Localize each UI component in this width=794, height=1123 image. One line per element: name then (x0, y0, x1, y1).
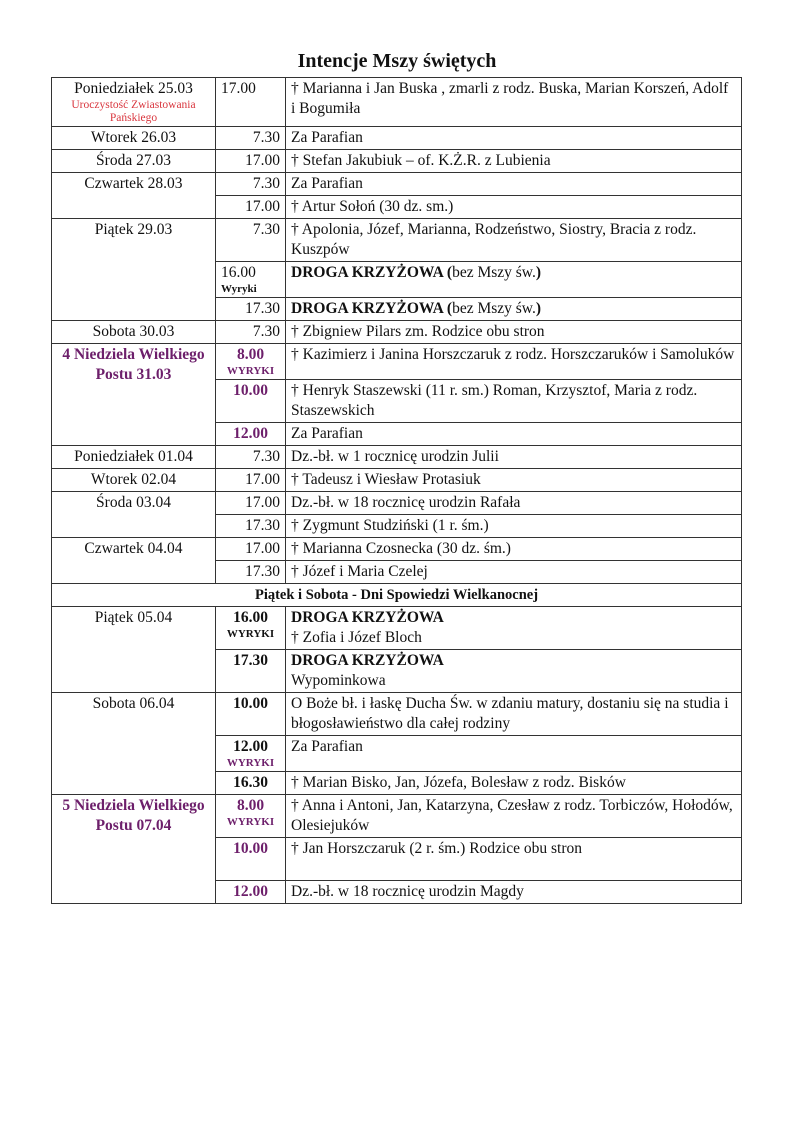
table-row (52, 150, 742, 173)
time-cell: 17.30 (216, 298, 286, 321)
intention-text: † Zofia i Józef Bloch (291, 629, 422, 646)
time-cell: 17.00 (216, 196, 286, 219)
confession-days-banner: Piątek i Sobota - Dni Spowiedzi Wielkanocnej (52, 584, 742, 607)
time-cell: 16.30 (216, 772, 286, 795)
intention-cell: Za Parafian (286, 423, 742, 446)
day-cell: Sobota 30.03 (52, 321, 216, 344)
table-row (52, 693, 742, 736)
time-cell (216, 795, 286, 838)
day-cell: Wtorek 26.03 (52, 127, 216, 150)
table-row (52, 321, 742, 344)
time-value: 12.00 (233, 738, 268, 755)
intention-text: Wypominkowa (291, 672, 386, 689)
table-row (52, 173, 742, 196)
time-cell: 12.00 (216, 423, 286, 446)
intention-cell: † Jan Horszczaruk (2 r. śm.) Rodzice obu stron (286, 838, 742, 881)
time-cell: 7.30 (216, 173, 286, 196)
time-cell (216, 607, 286, 650)
time-cell: 10.00 (216, 380, 286, 423)
day-cell: Czwartek 28.03 (52, 173, 216, 219)
table-row (52, 469, 742, 492)
note: bez Mszy św. (452, 300, 536, 317)
table-row (52, 127, 742, 150)
intention-cell: O Boże bł. i łaskę Ducha Św. w zdaniu matury, dostaniu się na studia i błogosławieństwo dla całej rodziny (286, 693, 742, 736)
time-cell (216, 736, 286, 772)
time-cell: 7.30 (216, 446, 286, 469)
time-cell: 17.30 (216, 561, 286, 584)
location-label: Wyryki (221, 283, 257, 295)
intention-cell: † Artur Sołoń (30 dz. sm.) (286, 196, 742, 219)
intention-cell (286, 650, 742, 693)
intention-cell: † Henryk Staszewski (11 r. sm.) Roman, Krzysztof, Maria z rodz. Staszewskich (286, 380, 742, 423)
time-cell: 7.30 (216, 219, 286, 262)
location-label: WYRYKI (226, 365, 275, 377)
stations-label: DROGA KRZYŻOWA (291, 609, 444, 626)
intention-cell: † Zygmunt Studziński (1 r. śm.) (286, 515, 742, 538)
intention-cell: † Józef i Maria Czelej (286, 561, 742, 584)
intention-cell: † Marianna Czosnecka (30 dz. śm.) (286, 538, 742, 561)
day-cell: Poniedziałek 01.04 (52, 446, 216, 469)
time-cell: 10.00 (216, 693, 286, 736)
day-cell: Piątek 29.03 (52, 219, 216, 321)
time-value: 8.00 (236, 797, 265, 814)
table-row (52, 446, 742, 469)
intention-cell (286, 262, 742, 298)
intention-cell: † Apolonia, Józef, Marianna, Rodzeństwo, Siostry, Bracia z rodz. Kuszpów (286, 219, 742, 262)
day-cell: Piątek 05.04 (52, 607, 216, 693)
note-close: ) (535, 300, 542, 317)
sunday-day-cell: 4 Niedziela Wielkiego Postu 31.03 (52, 344, 216, 446)
banner-row (52, 584, 742, 607)
feast-label: Uroczystość Zwiastowania Pańskiego (71, 99, 196, 124)
time-cell: 17.00 (216, 538, 286, 561)
time-cell: 17.00 (216, 492, 286, 515)
time-cell: 17.30 (216, 650, 286, 693)
table-row (52, 607, 742, 650)
intention-cell: Dz.-bł. w 18 rocznicę urodzin Magdy (286, 881, 742, 904)
day-cell: Środa 27.03 (52, 150, 216, 173)
intention-cell: † Marian Bisko, Jan, Józefa, Bolesław z rodz. Bisków (286, 772, 742, 795)
day-cell: Czwartek 04.04 (52, 538, 216, 584)
time-value: 8.00 (236, 346, 265, 363)
intention-cell: † Kazimierz i Janina Horszczaruk z rodz. Horszczaruków i Samoluków (286, 344, 742, 380)
note-close: ) (535, 264, 542, 281)
stations-label: DROGA KRZYŻOWA ( (291, 264, 453, 281)
day-cell: Sobota 06.04 (52, 693, 216, 795)
intention-cell: † Marianna i Jan Buska , zmarli z rodz. Buska, Marian Korszeń, Adolf i Bogumiła (286, 78, 742, 127)
sunday-day-cell: 5 Niedziela Wielkiego Postu 07.04 (52, 795, 216, 904)
time-cell (216, 262, 286, 298)
intention-cell (286, 607, 742, 650)
time-cell: 12.00 (216, 881, 286, 904)
day-cell (52, 78, 216, 127)
table-row (52, 344, 742, 380)
intention-cell: † Tadeusz i Wiesław Protasiuk (286, 469, 742, 492)
time-cell: 17.00 (216, 469, 286, 492)
day-label: Poniedziałek 25.03 (74, 80, 193, 97)
intention-cell: Dz.-bł. w 18 rocznicę urodzin Rafała (286, 492, 742, 515)
time-value: 16.00 (221, 264, 256, 281)
intention-cell: Dz.-bł. w 1 rocznicę urodzin Julii (286, 446, 742, 469)
time-cell: 17.00 (216, 78, 286, 127)
intention-cell: † Anna i Antoni, Jan, Katarzyna, Czesław z rodz. Torbiczów, Hołodów, Olesiejuków (286, 795, 742, 838)
intention-cell: † Zbigniew Pilars zm. Rodzice obu stron (286, 321, 742, 344)
mass-intentions-table (51, 77, 742, 904)
table-row (52, 492, 742, 515)
time-value: 16.00 (233, 609, 268, 626)
location-label: WYRYKI (226, 816, 275, 828)
table-row (52, 538, 742, 561)
intention-cell: Za Parafian (286, 736, 742, 772)
time-cell: 17.00 (216, 150, 286, 173)
day-cell: Środa 03.04 (52, 492, 216, 538)
table-row (52, 219, 742, 262)
location-label: WYRYKI (226, 757, 275, 769)
location-label: WYRYKI (226, 628, 275, 640)
intention-cell: Za Parafian (286, 173, 742, 196)
time-cell: 10.00 (216, 838, 286, 881)
page-title: Intencje Mszy świętych (297, 50, 497, 72)
intention-cell: † Stefan Jakubiuk – of. K.Ż.R. z Lubienia (286, 150, 742, 173)
intention-cell: Za Parafian (286, 127, 742, 150)
table-row (52, 78, 742, 127)
note: bez Mszy św. (452, 264, 536, 281)
table-row (52, 795, 742, 838)
intention-cell (286, 298, 742, 321)
time-cell (216, 344, 286, 380)
stations-label: DROGA KRZYŻOWA ( (291, 300, 453, 317)
time-cell: 17.30 (216, 515, 286, 538)
stations-label: DROGA KRZYŻOWA (291, 652, 444, 669)
time-cell: 7.30 (216, 321, 286, 344)
time-cell: 7.30 (216, 127, 286, 150)
day-cell: Wtorek 02.04 (52, 469, 216, 492)
